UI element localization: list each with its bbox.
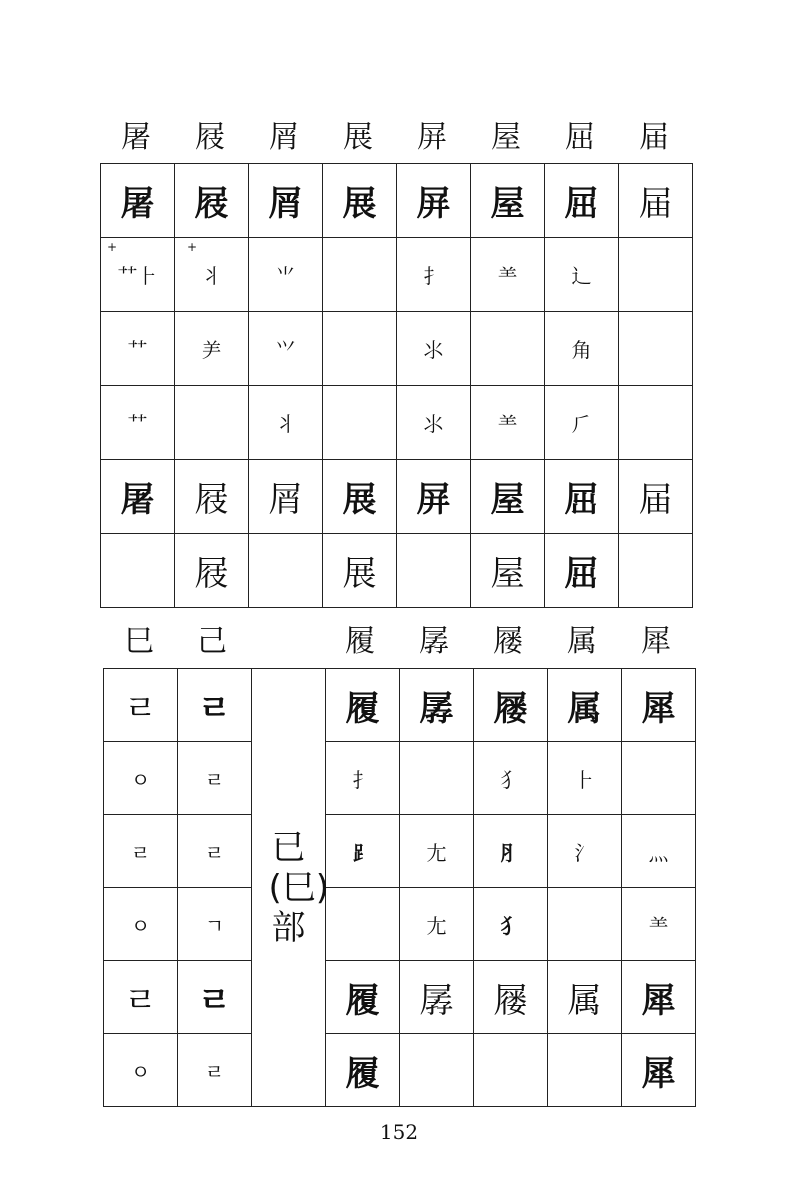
glyph-cell [548,961,622,1034]
header-char: 屠 [121,120,151,155]
bronze-glyph-icon: ⺦ [275,412,296,436]
bronze-glyph-icon: ㅇ [130,767,151,792]
bronze-glyph-icon: ⺊ [574,767,595,792]
glyph-cell [326,669,400,742]
glyph-cell [619,460,693,534]
seal-glyph-icon: 属 [567,980,602,1021]
seal-glyph-icon: ㄹ [198,980,231,1021]
header-char: 己 [197,624,227,659]
header-char: 屦 [493,624,523,659]
glyph-cell [400,888,474,961]
bronze-glyph-icon: ㄹ [204,767,225,792]
empty-cell [323,312,397,386]
seal-glyph-icon: 孱 [419,980,454,1021]
bronze-glyph-icon: ⺷ [497,412,518,436]
glyph-cell [178,1034,252,1107]
glyph-cell [622,888,696,961]
glyph-cell [175,312,249,386]
glyph-cell [249,164,323,238]
seal-glyph-icon: 履 [345,688,380,729]
glyph-cell [471,238,545,312]
seal-glyph-icon: 屑 [268,480,303,520]
bronze-glyph-icon: ⺿ [127,412,148,436]
bronze-glyph-icon: ⺢ [423,412,444,436]
seal-glyph-icon: 犀 [641,980,676,1021]
seal-glyph-icon: 屐 [194,554,229,594]
seal-glyph-icon: 屦 [493,688,528,729]
glyph-cell [474,888,548,961]
header-char: 屏 [417,120,447,155]
bronze-glyph-icon: ⺐ [426,913,447,938]
glyph-cell [323,534,397,608]
bronze-glyph-icon: ㄹ [204,840,225,865]
empty-cell [619,534,693,608]
seal-glyph-icon: 展 [342,554,377,594]
glyph-cell [326,742,400,815]
bronze-glyph-icon: ⺿⺊ [117,264,158,288]
glyph-cell [548,669,622,742]
glyph-cell [471,164,545,238]
glyph-cell [474,742,548,815]
empty-cell [326,888,400,961]
glyph-cell [397,238,471,312]
glyph-cell [474,961,548,1034]
glyph-cell [175,164,249,238]
seal-glyph-icon: 屑 [268,184,303,224]
glyph-cell [471,534,545,608]
bronze-glyph-icon: ⺦ [201,264,222,288]
seal-glyph-icon: 履 [345,980,380,1021]
glyph-cell [545,534,619,608]
glyph-cell [400,669,474,742]
bronze-glyph-icon: ⺼ [500,840,521,865]
glyph-cell [545,460,619,534]
glyph-cell [622,961,696,1034]
cross-mark-icon: + [187,240,198,254]
bronze-glyph-icon: ⺨ [500,913,521,938]
bronze-glyph-icon: ⻆ [571,338,592,362]
glyph-cell [101,386,175,460]
empty-cell [101,534,175,608]
radical-label-cell [252,669,330,1107]
empty-cell [249,534,323,608]
bronze-glyph-icon: ⺶ [201,338,222,362]
glyph-cell [619,164,693,238]
header-char: 屈 [565,120,595,155]
empty-cell [397,534,471,608]
bronze-glyph-icon: ⺘ [352,767,373,792]
seal-glyph-icon: 屈 [564,184,599,224]
seal-glyph-icon: 届 [638,184,673,224]
empty-cell [619,238,693,312]
empty-cell [619,386,693,460]
glyph-cell [545,238,619,312]
glyph-cell [323,164,397,238]
seal-glyph-icon: 属 [567,688,602,729]
glyph-cell [178,742,252,815]
header-char: 届 [639,120,669,155]
empty-cell [619,312,693,386]
bronze-glyph-icon: ⺿ [127,338,148,362]
glyph-cell [175,238,249,312]
seal-glyph-icon: 届 [638,480,673,520]
page-number: 152 [379,1120,419,1144]
glyph-cell [178,669,252,742]
empty-cell [400,1034,474,1107]
bronze-glyph-icon: ㅇ [130,1059,151,1084]
glyph-cell [397,386,471,460]
header-char: 履 [345,624,375,659]
glyph-cell [249,386,323,460]
glyph-cell [548,742,622,815]
seal-glyph-icon: 履 [345,1053,380,1094]
glyph-cell [545,386,619,460]
seal-glyph-icon: 犀 [641,688,676,729]
header-char: 屐 [195,120,225,155]
glyph-cell [545,164,619,238]
top-grid [100,163,693,608]
bronze-glyph-icon: ⺷ [497,264,518,288]
glyph-cell [471,460,545,534]
glyph-cell [474,669,548,742]
seal-glyph-icon: 屐 [194,184,229,224]
glyph-cell [326,961,400,1034]
bronze-glyph-icon: ㄹ [130,840,151,865]
bronze-glyph-icon: ⻊ [352,840,373,865]
glyph-cell [104,815,178,888]
glyph-cell [548,815,622,888]
glyph-cell [104,961,178,1034]
glyph-cell [397,312,471,386]
seal-glyph-icon: 屏 [416,184,451,224]
glyph-cell [104,1034,178,1107]
glyph-cell [104,742,178,815]
empty-cell [548,1034,622,1107]
glyph-cell [400,815,474,888]
glyph-cell [249,238,323,312]
seal-glyph-icon: 屐 [194,480,229,520]
bronze-glyph-icon: ⺡ [574,840,595,865]
glyph-cell [323,460,397,534]
glyph-cell [178,815,252,888]
seal-glyph-icon: 屋 [490,554,525,594]
empty-cell [400,742,474,815]
glyph-cell [249,460,323,534]
seal-glyph-icon: ㄹ [124,688,157,729]
glyph-cell [397,164,471,238]
seal-glyph-icon: 屋 [490,184,525,224]
empty-cell [323,238,397,312]
bronze-glyph-icon: ⺣ [648,840,669,865]
empty-cell [622,742,696,815]
bronze-glyph-icon: ⺐ [426,840,447,865]
glyph-cell [545,312,619,386]
bronze-glyph-icon: ⺷ [648,913,669,938]
glyph-cell [622,669,696,742]
header-char: 属 [567,624,597,659]
glyph-cell [178,961,252,1034]
header-char: 屋 [491,120,521,155]
glyph-cell [175,460,249,534]
header-char: 巳 [124,624,154,659]
header-char: 屑 [269,120,299,155]
glyph-cell [326,815,400,888]
glyph-cell [101,312,175,386]
glyph-cell [474,815,548,888]
header-char: 孱 [419,624,449,659]
glyph-cell [400,961,474,1034]
seal-glyph-icon: 孱 [419,688,454,729]
cross-mark-icon: + [107,240,118,254]
empty-cell [471,312,545,386]
glyph-cell [101,460,175,534]
seal-glyph-icon: ㄹ [198,688,231,729]
header-char: 展 [343,120,373,155]
seal-glyph-icon: 屈 [564,480,599,520]
bronze-glyph-icon: ⺨ [500,767,521,792]
seal-glyph-icon: 屠 [120,184,155,224]
glyph-cell [175,534,249,608]
glyph-cell [101,164,175,238]
empty-cell [474,1034,548,1107]
header-char: 犀 [641,624,671,659]
glyph-cell [104,888,178,961]
bronze-glyph-icon: ⺌ [275,264,296,288]
bronze-glyph-icon: ㄱ [204,913,225,938]
seal-glyph-icon: 展 [342,480,377,520]
glyph-cell [178,888,252,961]
glyph-cell [471,386,545,460]
seal-glyph-icon: 屠 [120,480,155,520]
bronze-glyph-icon: ⺢ [423,338,444,362]
glyph-cell [622,815,696,888]
glyph-cell [397,460,471,534]
bronze-glyph-icon: ⺁ [571,412,592,436]
empty-cell [175,386,249,460]
bronze-glyph-icon: ⺘ [423,264,444,288]
empty-cell [323,386,397,460]
glyph-cell [326,1034,400,1107]
glyph-cell [104,669,178,742]
bottom-grid [103,668,696,1107]
empty-cell [548,888,622,961]
bronze-glyph-icon: ⻌ [571,264,592,288]
bronze-glyph-icon: ㄹ [204,1059,225,1084]
bronze-glyph-icon: ㅇ [130,913,151,938]
seal-glyph-icon: 屏 [416,480,451,520]
seal-glyph-icon: 犀 [641,1053,676,1094]
seal-glyph-icon: 屈 [564,554,599,594]
radical-label: 已(巳)部 [268,827,330,948]
glyph-cell [249,312,323,386]
seal-glyph-icon: 屦 [493,980,528,1021]
seal-glyph-icon: 屋 [490,480,525,520]
seal-glyph-icon: ㄹ [124,980,157,1021]
bronze-glyph-icon: ⺍ [275,338,296,362]
seal-glyph-icon: 展 [342,184,377,224]
glyph-cell [622,1034,696,1107]
